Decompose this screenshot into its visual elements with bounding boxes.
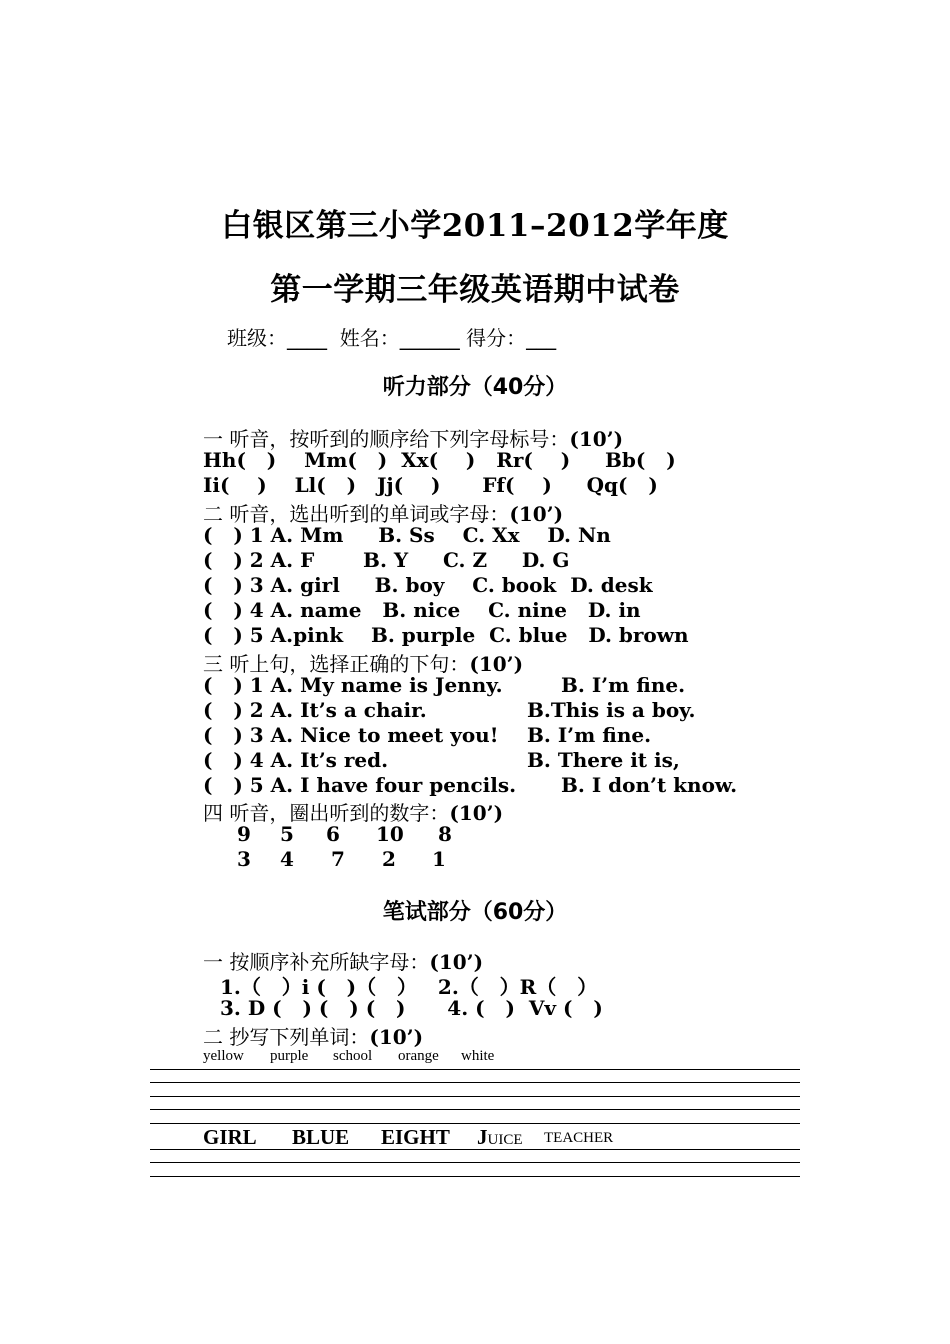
copy-word-teacher: TEACHER bbox=[544, 1130, 614, 1146]
number-option: 1 bbox=[432, 847, 446, 871]
writing-q2-points: (10’) bbox=[369, 1025, 424, 1049]
writing-line bbox=[150, 1149, 800, 1150]
listening-q3-option-b: B. I’m fine. bbox=[561, 673, 686, 697]
writing-line bbox=[150, 1096, 800, 1097]
listening-q4-points: (10’) bbox=[449, 801, 504, 825]
listening-q3-option-a: ( ) 3 A. Nice to meet you! bbox=[203, 723, 499, 747]
listening-q2-item: ( ) 2 A. F B. Y C. Z D. G bbox=[203, 548, 570, 572]
listening-q1-letters-row2: Ii( ) Ll( ) Jj( ) Ff( ) Qq( ) bbox=[203, 473, 658, 497]
listening-q3-title-text: 三 听上句，选择正确的下句： bbox=[203, 652, 470, 676]
copy-word: school bbox=[333, 1048, 373, 1064]
listening-q2-title-text: 二 听音，选出听到的单词或字母： bbox=[203, 502, 510, 526]
listening-q3-option-a: ( ) 1 A. My name is Jenny. bbox=[203, 673, 503, 697]
exam-title-line2: 第一学期三年级英语期中试卷 bbox=[270, 272, 680, 308]
copy-word: orange bbox=[398, 1048, 439, 1064]
writing-line bbox=[150, 1069, 800, 1070]
writing-line bbox=[150, 1162, 800, 1163]
writing-q1-row2: 3. D ( ) ( ) ( ) 4. ( ) Vv ( ) bbox=[220, 996, 603, 1020]
listening-q3-option-a: ( ) 5 A. I have four pencils. bbox=[203, 773, 517, 797]
listening-q4-title-text: 四 听音，圈出听到的数字： bbox=[203, 801, 450, 825]
student-info-line: 班级：____ 姓名：______ 得分：___ bbox=[227, 326, 557, 350]
number-option: 2 bbox=[382, 847, 396, 871]
copy-word: white bbox=[461, 1048, 495, 1064]
exam-title-line1: 白银区第三小学2011–2012学年度 bbox=[221, 208, 729, 244]
listening-q2-item: ( ) 3 A. girl B. boy C. book D. desk bbox=[203, 573, 653, 597]
listening-q3-option-a: ( ) 2 A. It’s a chair. bbox=[203, 698, 427, 722]
number-option: 10 bbox=[376, 822, 404, 846]
writing-section-heading: 笔试部分（60分） bbox=[382, 900, 568, 925]
copy-word-upper: GIRL bbox=[203, 1125, 257, 1149]
writing-q2-title-text: 二 抄写下列单词： bbox=[203, 1025, 370, 1049]
listening-q1-title-text: 一 听音，按听到的顺序给下列字母标号： bbox=[203, 427, 570, 451]
listening-q3-option-b: B.This is a boy. bbox=[527, 698, 696, 722]
writing-q1-points: (10’) bbox=[429, 950, 484, 974]
listening-q1-letters-row1: Hh( ) Mm( ) Xx( ) Rr( ) Bb( ) bbox=[203, 448, 676, 472]
number-option: 9 bbox=[237, 822, 251, 846]
listening-q3-option-b: B. I don’t know. bbox=[561, 773, 738, 797]
writing-line bbox=[150, 1109, 800, 1110]
writing-q2-title bbox=[203, 1021, 423, 1050]
copy-word: purple bbox=[270, 1048, 309, 1064]
listening-q2-item: ( ) 5 A.pink B. purple C. blue D. brown bbox=[203, 623, 689, 647]
number-option: 4 bbox=[280, 847, 294, 871]
copy-word-upper: BLUE bbox=[292, 1125, 350, 1149]
number-option: 5 bbox=[280, 822, 294, 846]
listening-q3-points: (10’) bbox=[469, 652, 524, 676]
writing-q1-title-text: 一 按顺序补充所缺字母： bbox=[203, 950, 430, 974]
listening-q3-option-a: ( ) 4 A. It’s red. bbox=[203, 748, 389, 772]
copy-word-juice bbox=[477, 1125, 523, 1150]
listening-q1-points: (10’) bbox=[569, 427, 624, 451]
writing-line bbox=[150, 1082, 800, 1083]
listening-q3-option-b: B. There it is, bbox=[527, 748, 680, 772]
writing-line bbox=[150, 1123, 800, 1124]
writing-q1-row1: 1.（ ）i ( )（ ） 2.（ ）R（ ） bbox=[220, 975, 598, 999]
listening-q3-option-b: B. I’m fine. bbox=[527, 723, 652, 747]
copy-word: yellow bbox=[203, 1048, 244, 1064]
listening-q2-points: (10’) bbox=[509, 502, 564, 526]
juice-rest: UICE bbox=[487, 1132, 523, 1148]
listening-q2-item: ( ) 1 A. Mm B. Ss C. Xx D. Nn bbox=[203, 523, 611, 547]
listening-section-heading: 听力部分（40分） bbox=[382, 375, 568, 400]
copy-word-upper: EIGHT bbox=[381, 1125, 450, 1149]
writing-line bbox=[150, 1176, 800, 1177]
listening-q2-item: ( ) 4 A. name B. nice C. nine D. in bbox=[203, 598, 641, 622]
number-option: 6 bbox=[326, 822, 340, 846]
number-option: 3 bbox=[237, 847, 251, 871]
number-option: 8 bbox=[438, 822, 452, 846]
juice-initial: J bbox=[477, 1125, 488, 1149]
number-option: 7 bbox=[331, 847, 345, 871]
